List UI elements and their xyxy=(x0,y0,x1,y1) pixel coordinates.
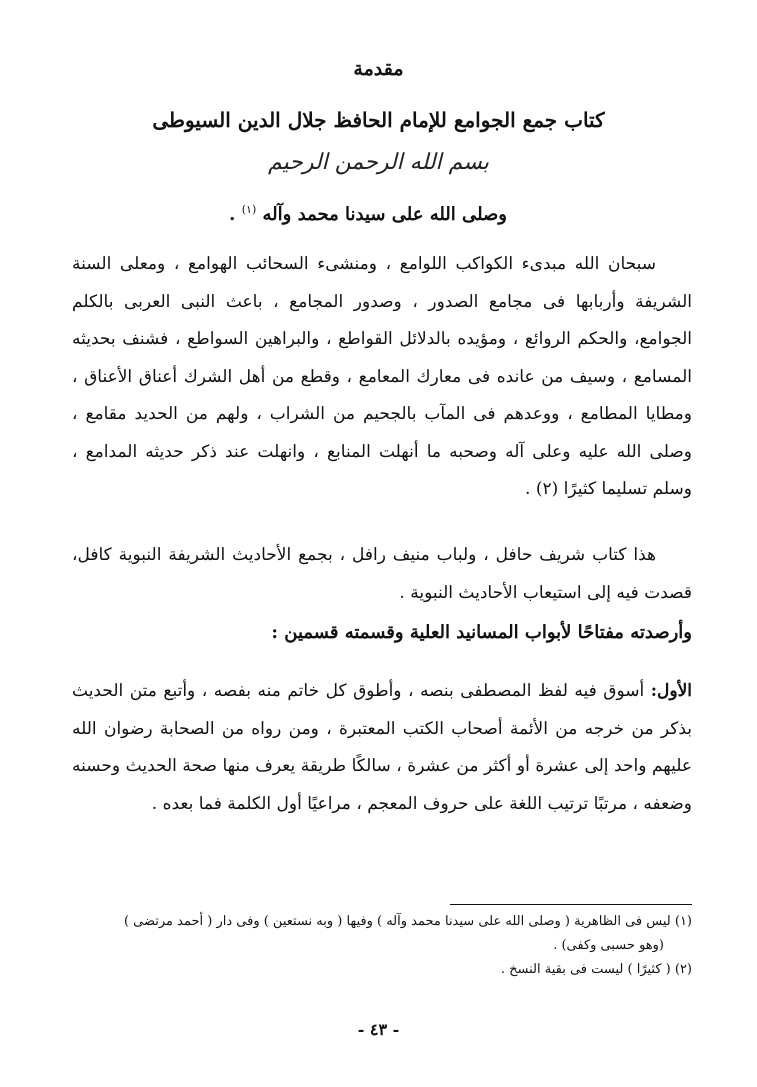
footnote-1-continued: (وهو حسبى وكفى) . xyxy=(553,938,664,953)
salutation-line xyxy=(229,203,507,225)
salutation-period: . xyxy=(229,204,236,225)
first-part-text: أسوق فيه لفظ المصطفى بنصه ، وأطوق كل خاتم منه بفصه ، وأتبع متن الحديث بذكر من خرجه من الأئمة أصحاب الكتب المعتبرة ، ومن رواه من الصحابة رضوان الله عليهم واحد إلى عشرة أو أكثر من عشرة ، سالكًا طريقة يعرف منها صحة الحديث وحسنه وضعفه ، مرتبًا ترتيب اللغة على حروف المعجم ، مراعيًا أول الكلمة فما بعده . xyxy=(72,681,692,814)
paragraph-praise-period: . xyxy=(525,479,531,499)
section-heading: مقدمة xyxy=(353,58,404,80)
footnote-ref-2: (٢) xyxy=(535,479,559,499)
footnote-1: (١) ليس فى الظاهرية ( وصلى الله على سيدنا محمد وآله ) وفيها ( وبه نستعين ) وفى دار ( أحمد مرتضى ) xyxy=(123,914,692,929)
subheading-two-parts: وأرصدته مفتاحًا لأبواب المسانيد العلية وقسمته قسمين : xyxy=(271,622,692,643)
paragraph-book-intro: هذا كتاب شريف حافل ، ولباب منيف رافل ، بجمع الأحاديث الشريفة النبوية كافل، قصدت فيه إلى استيعاب الأحاديث النبوية . xyxy=(72,545,692,603)
salutation-text: وصلى الله على سيدنا محمد وآله xyxy=(262,204,507,225)
first-part-label: الأول: xyxy=(650,681,692,701)
footnote-2: (٢) ( كثيرًا ) ليست فى بقية النسخ . xyxy=(500,962,692,977)
basmala-calligraphy: بسم الله الرحمن الرحيم xyxy=(267,150,490,175)
footnote-ref-1: (١) xyxy=(241,203,257,216)
paragraph-praise-text: سبحان الله مبدىء الكواكب اللوامع ، ومنشىء السحائب الهوامع ، ومعلى السنة الشريفة وأربابها فى مجامع الصدور ، وصدور المجامع ، باعث النبى العربى بالكلم الجوامع، والحكم الروائع ، ومؤيده بالدلائل القواطع ، والبراهين السواطع ، فشنف بحديثه المسامع ، وسيف من عانده فى معارك المعامع ، وقطع من أهل الشرك أعناق الأعناق ، ومطايا المطامع ، ووعدهم فى المآب بالجحيم من الشراب ، ولهم من الحديد مقامع ، وصلى الله عليه وعلى آله وصحبه ما أنهلت المنابع ، وانهلت عند ذكر حديثه المدامع ، وسلم تسليما كثيرًا xyxy=(72,254,692,499)
paragraph-first-part xyxy=(72,673,692,823)
book-title: كتاب جمع الجوامع للإمام الحافظ جلال الدين السيوطى xyxy=(152,108,605,132)
paragraph-praise xyxy=(72,246,692,509)
page-number: - ٤٣ - xyxy=(357,1020,400,1039)
footnotes xyxy=(72,910,692,982)
footnote-divider xyxy=(450,904,692,905)
